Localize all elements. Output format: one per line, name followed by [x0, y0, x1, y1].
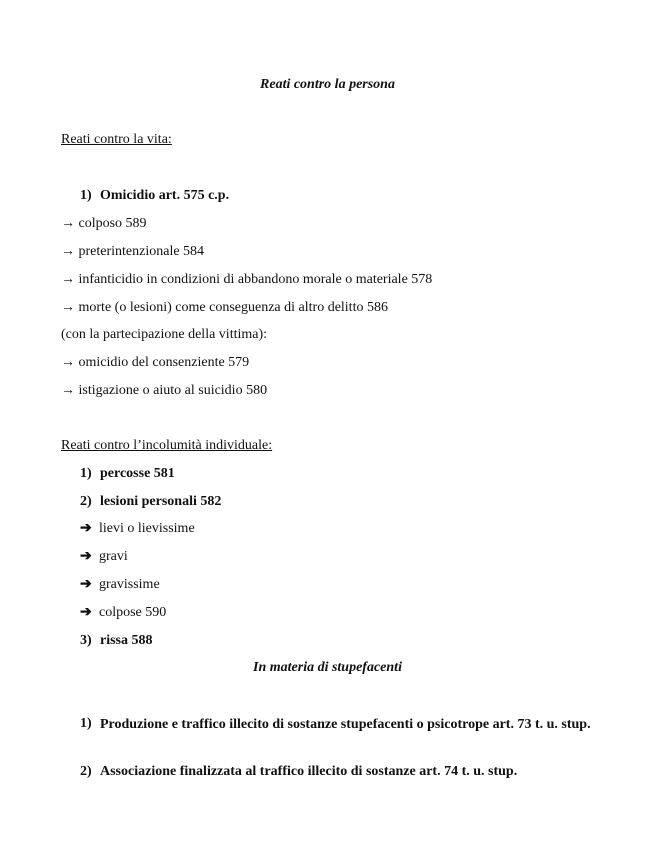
list-item-text: percosse 581 — [100, 466, 175, 481]
arrow-item — [61, 243, 204, 261]
sub-item — [80, 520, 195, 538]
sub-item — [80, 548, 128, 566]
list-item-text: lesioni personali 582 — [100, 494, 222, 509]
arrow-right-bold-icon: ➔ — [80, 605, 92, 620]
list-item-associazione — [80, 763, 517, 781]
arrow-right-icon: → — [61, 300, 75, 315]
arrow-item — [61, 299, 388, 317]
section-heading-incolumita: Reati contro l’incolumità individuale: — [61, 438, 273, 453]
list-number: 2) — [80, 494, 92, 509]
section-heading-stupefacenti: In materia di stupefacenti — [253, 660, 402, 675]
list-number: 1) — [80, 716, 92, 731]
sub-item-text: gravissime — [99, 577, 160, 592]
arrow-right-icon: → — [61, 272, 75, 287]
arrow-item — [61, 354, 249, 372]
arrow-item-text: istigazione o aiuto al suicidio 580 — [78, 383, 268, 398]
arrow-right-icon: → — [61, 383, 75, 398]
page-title: Reati contro la persona — [260, 77, 395, 92]
arrow-item-text: infanticidio in condizioni di abbandono morale o materiale 578 — [78, 272, 433, 287]
list-number: 1) — [80, 188, 92, 203]
list-item-text: rissa 588 — [100, 633, 153, 648]
list-item-text: Produzione e traffico illecito di sostanze stupefacenti o psicotrope art. 73 t. u. stup. — [100, 717, 591, 732]
list-item-rissa — [80, 632, 153, 650]
list-item-text: Omicidio art. 575 c.p. — [100, 188, 230, 203]
arrow-item-text: omicidio del consenziente 579 — [78, 355, 250, 370]
section-heading-vita: Reati contro la vita: — [61, 132, 172, 147]
list-item-percosse — [80, 465, 175, 483]
list-number: 2) — [80, 764, 92, 779]
arrow-right-icon: → — [61, 244, 75, 259]
arrow-right-bold-icon: ➔ — [80, 521, 92, 536]
arrow-right-bold-icon: ➔ — [80, 577, 92, 592]
list-item-text: Associazione finalizzata al traffico illecito di sostanze art. 74 t. u. stup. — [100, 764, 518, 779]
arrow-item — [61, 271, 432, 289]
arrow-item — [61, 382, 267, 400]
arrow-right-icon: → — [61, 216, 75, 231]
arrow-item-text: colposo 589 — [78, 216, 147, 231]
sub-item — [80, 604, 166, 622]
list-number: 3) — [80, 633, 92, 648]
list-number: 1) — [80, 466, 92, 481]
arrow-item-text: morte (o lesioni) come conseguenza di altro delitto 586 — [78, 300, 388, 315]
sub-item-text: lievi o lievissime — [99, 521, 195, 536]
arrow-item — [61, 215, 147, 233]
arrow-item-text: preterintenzionale 584 — [78, 244, 205, 259]
list-item-omicidio — [80, 187, 229, 205]
sub-item-text: gravi — [99, 549, 128, 564]
sub-item-text: colpose 590 — [99, 605, 167, 620]
arrow-right-icon: → — [61, 355, 75, 370]
note-partecipazione: (con la partecipazione della vittima): — [61, 327, 268, 342]
list-item-lesioni — [80, 493, 221, 511]
list-item-produzione — [80, 715, 610, 735]
sub-item — [80, 576, 160, 594]
arrow-right-bold-icon: ➔ — [80, 549, 92, 564]
